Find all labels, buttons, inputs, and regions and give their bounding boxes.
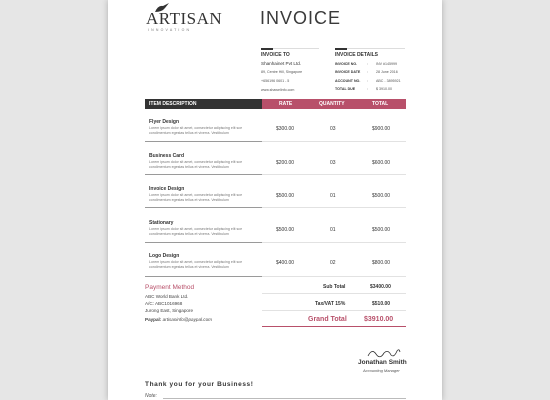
tax-label: Tax/VAT 15% [315, 301, 346, 307]
item-quantity: 01 [330, 227, 336, 233]
invoice-to-line [273, 48, 319, 49]
paypal-label: Paypal: [145, 317, 162, 322]
detail-value: $ 3910.00 [376, 87, 392, 91]
invoice-to-bar [261, 48, 273, 50]
row-divider [262, 242, 406, 243]
client-phone: +656196 0601 - 5 [261, 79, 290, 83]
paypal-email[interactable]: artisaninfo@paypal.com [162, 317, 212, 322]
note-label: Note: [145, 393, 157, 399]
signatory-role: Accounting Manager [363, 368, 400, 373]
client-name: Shanhainet Pvt Ltd. [261, 61, 302, 66]
detail-sep: : [367, 70, 368, 74]
detail-label: ACCOUNT NO. [335, 79, 361, 83]
col-header-quantity: QUANTITY [319, 101, 345, 107]
bank-name: ABC World Bank Ltd. [145, 294, 189, 299]
invoice-to-heading: INVOICE TO [261, 52, 290, 58]
detail-sep: : [367, 87, 368, 91]
item-total: $800.00 [372, 260, 391, 266]
item-description: Lorem ipsum dolor sit amet, consectetur adipiscing elit sce condimentum egestas tellus et viverra. Vestibulum [149, 193, 243, 202]
row-divider [262, 141, 406, 142]
col-header-total: TOTAL [372, 101, 389, 107]
invoice-details-heading: INVOICE DETAILS [335, 52, 378, 58]
item-description: Lorem ipsum dolor sit amet, consectetur adipiscing elit sce condimentum egestas tellus et viverra. Vestibulum [149, 227, 243, 236]
col-header-rate: RATE [279, 101, 293, 107]
col-header-description: ITEM DESCRIPTION [149, 101, 197, 107]
item-total: $900.00 [372, 126, 391, 132]
item-quantity: 01 [330, 193, 336, 199]
detail-value: INV #145999 [376, 62, 397, 66]
item-title: Invoice Design [149, 186, 185, 192]
item-description: Lorem ipsum dolor sit amet, consectetur adipiscing elit sce condimentum egestas tellus et viverra. Vestibulum [149, 160, 243, 169]
summary-divider [262, 293, 406, 294]
item-title: Stationary [149, 220, 174, 226]
invoice-page [108, 0, 442, 400]
row-divider [145, 141, 262, 142]
client-website: www.shawelinfo.com [261, 88, 295, 92]
detail-sep: : [367, 79, 368, 83]
row-divider [145, 174, 262, 175]
item-quantity: 02 [330, 260, 336, 266]
detail-sep: : [367, 62, 368, 66]
item-description: Lorem ipsum dolor sit amet, consectetur adipiscing elit sce condimentum egestas tellus et viverra. Vestibulum [149, 126, 243, 135]
brand-name: ARTISAN [146, 9, 223, 28]
item-title: Flyer Design [149, 119, 180, 125]
item-rate: $500.00 [276, 227, 295, 233]
row-divider [145, 276, 262, 277]
summary-divider [262, 310, 406, 311]
client-address: 89, Centre Hill, Singapore [261, 70, 303, 74]
detail-label: TOTAL DUE [335, 87, 356, 91]
paypal-line [145, 317, 212, 322]
subtotal-value: $3400.00 [370, 284, 391, 290]
item-rate: $400.00 [276, 260, 295, 266]
item-quantity: 03 [330, 160, 336, 166]
invoice-details-bar [335, 48, 347, 50]
item-quantity: 03 [330, 126, 336, 132]
item-total: $500.00 [372, 227, 391, 233]
bank-account: A/C: ABC1016968 [145, 301, 183, 306]
row-divider [145, 207, 262, 208]
item-description: Lorem ipsum dolor sit amet, consectetur adipiscing elit sce condimentum egestas tellus et viverra. Vestibulum [149, 260, 243, 269]
subtotal-label: Sub Total [323, 284, 346, 290]
invoice-details-line [347, 48, 405, 49]
detail-value: 28 June 2016 [376, 70, 398, 74]
bank-address: Jurong East, Singapore [145, 308, 194, 313]
row-divider [262, 174, 406, 175]
tax-value: $510.00 [372, 301, 391, 307]
item-title: Logo Design [149, 253, 180, 259]
item-rate: $200.00 [276, 160, 295, 166]
grand-total-label: Grand Total [308, 316, 347, 323]
brand-tagline: INNOVATION [148, 28, 192, 32]
detail-label: INVOICE DATE [335, 70, 361, 74]
row-divider [262, 276, 406, 277]
item-rate: $500.00 [276, 193, 295, 199]
item-title: Business Card [149, 153, 185, 159]
item-total: $600.00 [372, 160, 391, 166]
thank-you-text: Thank you for your Business! [145, 381, 254, 388]
grand-total-underline [262, 326, 406, 327]
row-divider [145, 242, 262, 243]
signatory-name: Jonathan Smith [358, 359, 407, 366]
detail-label: INVOICE NO. [335, 62, 358, 66]
payment-title: Payment Method [145, 284, 195, 291]
item-total: $500.00 [372, 193, 391, 199]
grand-total-value: $3910.00 [364, 316, 394, 323]
detail-value: ABC - 3895921 [376, 79, 401, 83]
note-line [163, 398, 406, 399]
invoice-title: INVOICE [260, 8, 342, 28]
item-rate: $300.00 [276, 126, 295, 132]
row-divider [262, 207, 406, 208]
signature-scribble [366, 346, 402, 360]
